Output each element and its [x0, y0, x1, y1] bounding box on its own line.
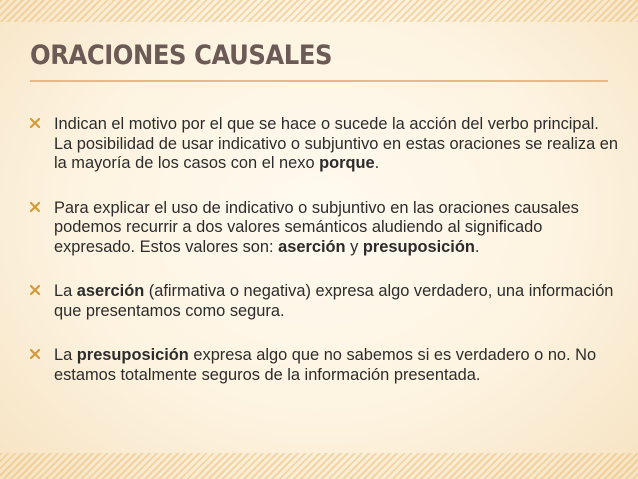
- bullet-text: Indican el motivo por el que se hace o sucede la acción del verbo principal. La posibilidad de usar indicativo o subjuntivo en estas oraciones se realiza en la mayoría de los casos con el nexo: [54, 115, 619, 172]
- slide-title: ORACIONES CAUSALES: [30, 40, 333, 71]
- x-mark-icon: [30, 118, 40, 128]
- bullet-item-motivo: [30, 115, 620, 174]
- bullet-text: Para explicar el uso de indicativo o subjuntivo en las oraciones causales podemos recurrir a dos valores semánticos aludiendo al significado expresado. Estos valores son:: [54, 198, 579, 256]
- bullet-bold-term: porque: [319, 154, 375, 172]
- bullet-bold-term: presuposición: [76, 346, 189, 364]
- bullet-item-valores: [30, 199, 620, 258]
- bullet-text-end: .: [374, 154, 380, 172]
- bullet-text: (afirmativa o negativa) expresa algo verdadero, una información que presentamos como segura.: [54, 282, 614, 320]
- bullet-list: [30, 115, 620, 385]
- bullet-text-start: La: [54, 282, 77, 300]
- x-mark-icon: [30, 285, 40, 295]
- bullet-bold-term: aserción: [278, 237, 346, 256]
- top-decorative-stripe: [0, 0, 638, 22]
- bullet-item-presuposicion: [30, 346, 620, 385]
- title-underline: [30, 80, 608, 82]
- bullet-text-start: La: [54, 346, 77, 364]
- x-mark-icon: [30, 202, 40, 212]
- bottom-decorative-stripe: [0, 453, 638, 479]
- x-mark-icon: [30, 349, 40, 359]
- bullet-text: expresa algo que no sabemos si es verdadero o no. No estamos totalmente seguros de la información presentada.: [54, 346, 597, 384]
- bullet-item-asercion: [30, 282, 620, 321]
- bullet-text-mid: y: [345, 237, 363, 256]
- bullet-text-end: .: [474, 237, 480, 256]
- bullet-bold-term: aserción: [76, 282, 145, 300]
- bullet-bold-term: presuposición: [362, 237, 475, 256]
